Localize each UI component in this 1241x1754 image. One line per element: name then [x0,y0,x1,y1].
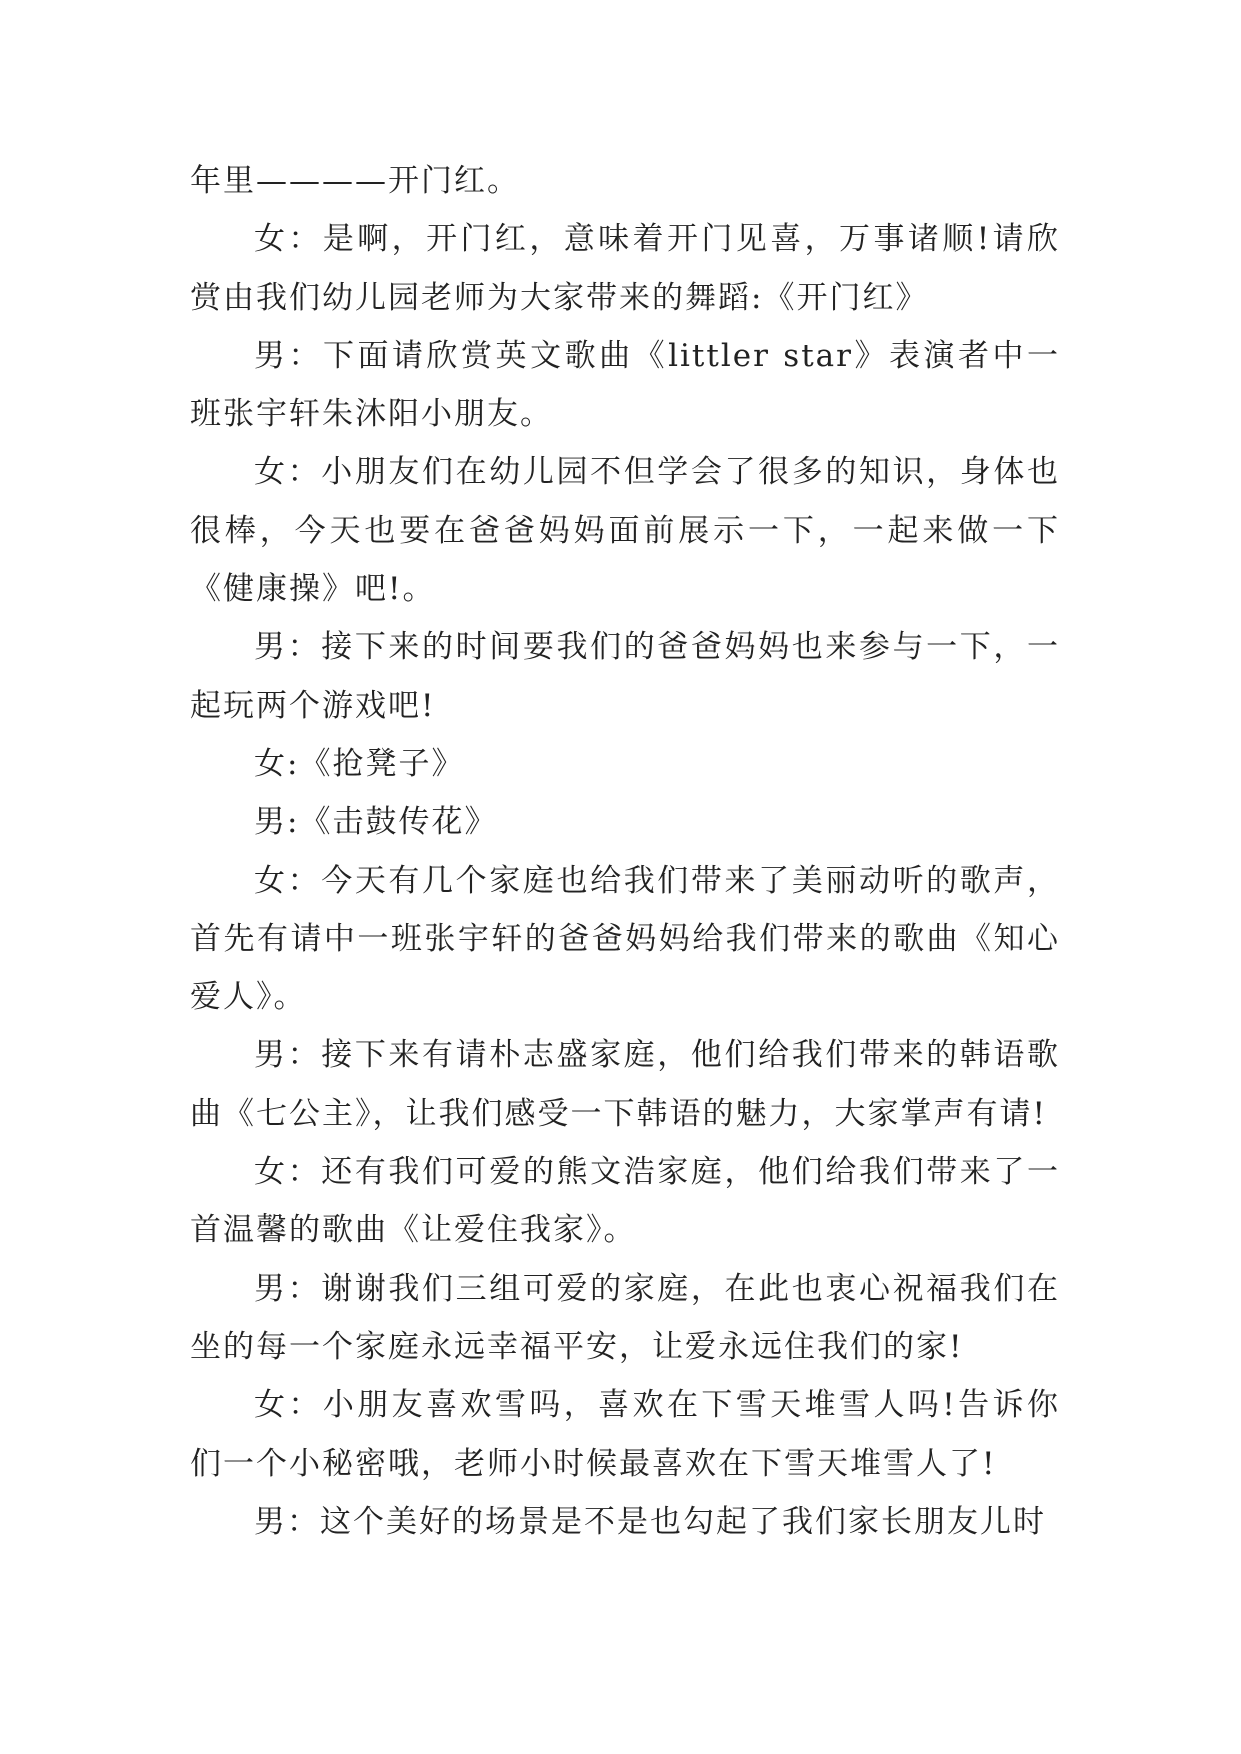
paragraph-female-host: 女：是啊，开门红，意味着开门见喜，万事诸顺!请欣赏由我们幼儿园老师为大家带来的舞蹈:《开门红》 [190,221,1060,316]
paragraph-female-host: 女：今天有几个家庭也给我们带来了美丽动听的歌声，首先有请中一班张宇轩的爸爸妈妈给我们带来的歌曲《知心爱人》。 [190,862,1060,1016]
paragraph-male-host: 男:《击鼓传花》 [254,804,498,841]
paragraph-male-host: 男：下面请欣赏英文歌曲《littler star》表演者中一班张宇轩朱沐阳小朋友。 [190,337,1060,433]
paragraph-female-host: 女:《抢凳子》 [254,745,465,782]
paragraph-female-host: 女：还有我们可爱的熊文浩家庭，他们给我们带来了一首温馨的歌曲《让爱住我家》。 [190,1154,1060,1249]
paragraph-female-host: 女：小朋友喜欢雪吗，喜欢在下雪天堆雪人吗!告诉你们一个小秘密哦，老师小时候最喜欢在下雪天堆雪人了! [190,1387,1060,1482]
paragraph-continuation: 年里————开门红。 [190,163,520,199]
paragraph-female-host: 女：小朋友们在幼儿园不但学会了很多的知识，身体也很棒，今天也要在爸爸妈妈面前展示一下，一起来做一下《健康操》吧!。 [190,454,1060,608]
paragraph-male-host: 男：谢谢我们三组可爱的家庭，在此也衷心祝福我们在坐的每一个家庭永远幸福平安，让爱永远住我们的家! [190,1270,1060,1365]
paragraph-male-host: 男：这个美好的场景是不是也勾起了我们家长朋友儿时 [254,1503,1046,1540]
paragraph-male-host: 男：接下来有请朴志盛家庭，他们给我们带来的韩语歌曲《七公主》，让我们感受一下韩语的魅力，大家掌声有请! [190,1037,1060,1132]
document-body [190,152,1060,1551]
paragraph-male-host: 男：接下来的时间要我们的爸爸妈妈也来参与一下，一起玩两个游戏吧! [190,629,1060,724]
